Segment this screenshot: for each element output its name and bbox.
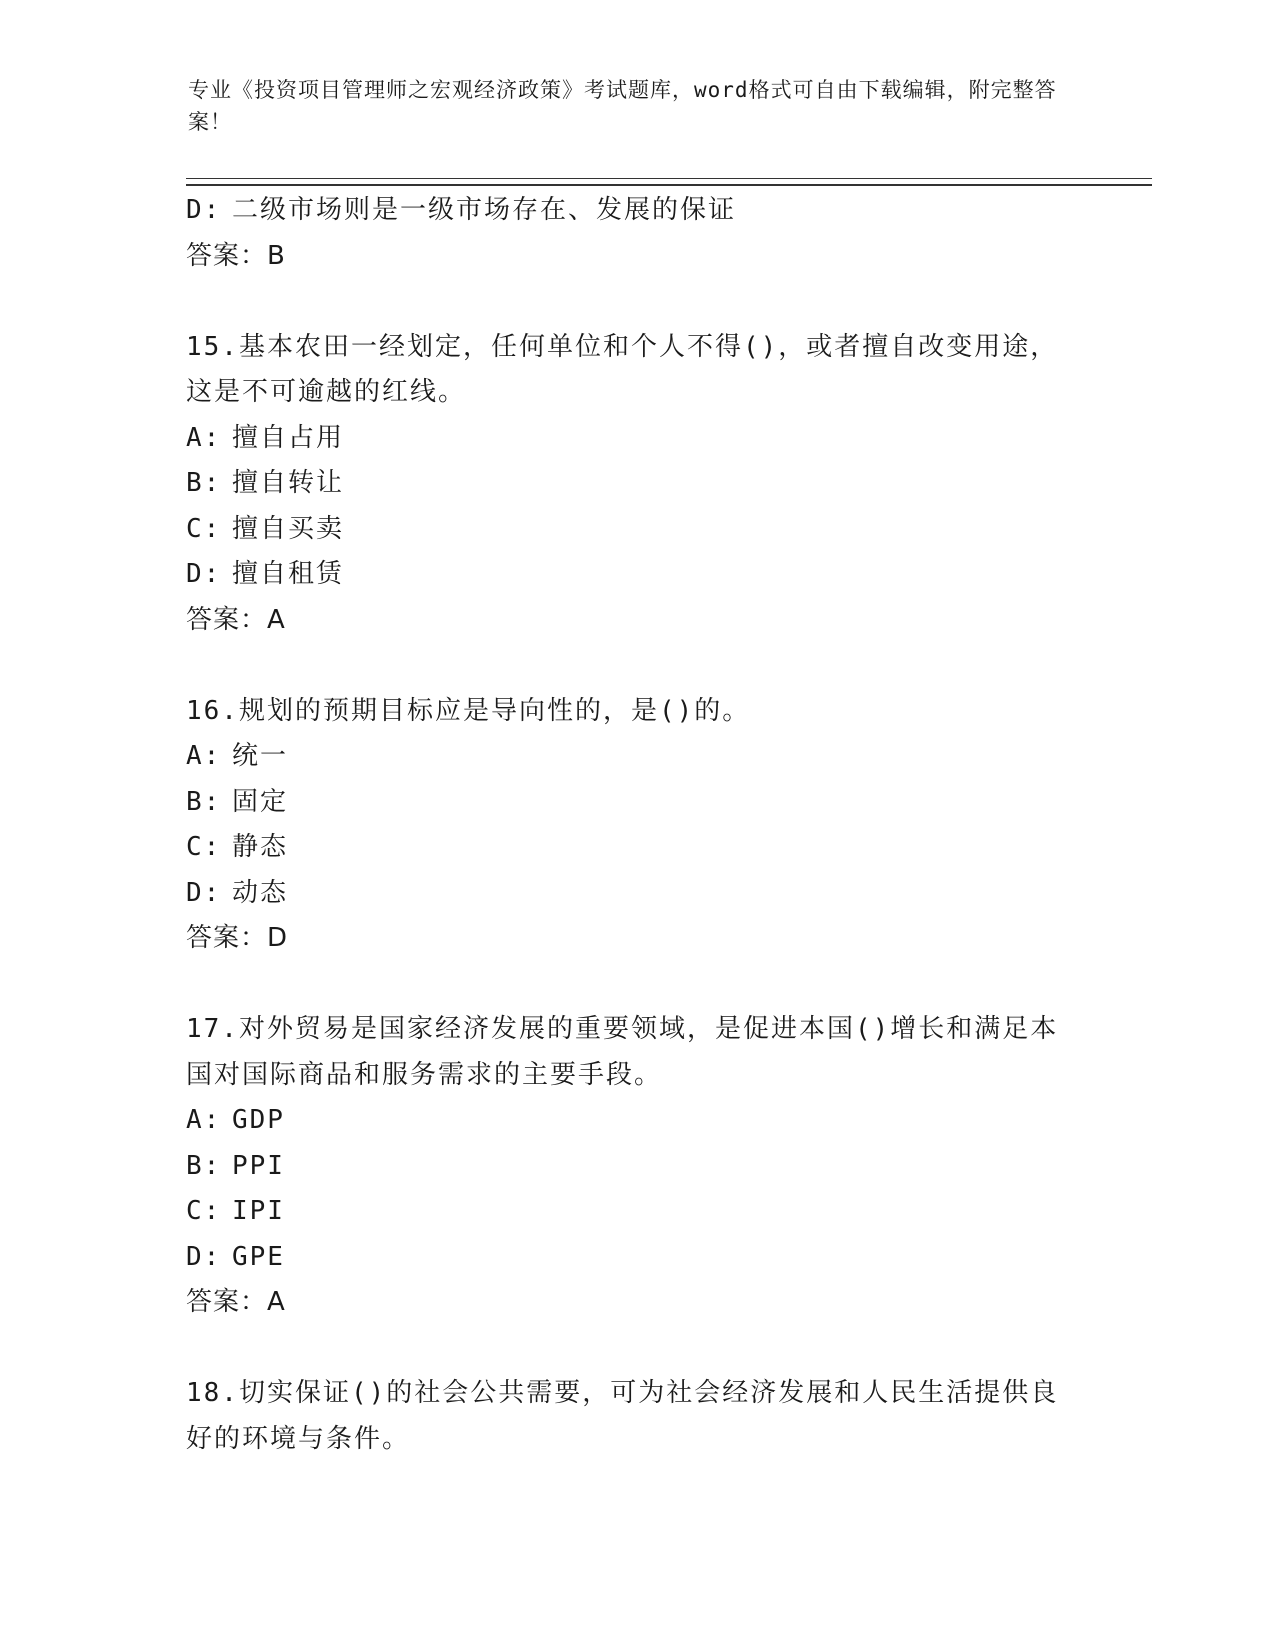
option-label: C:	[186, 513, 222, 544]
question-content	[186, 188, 1086, 1462]
option-text: GPE	[232, 1241, 285, 1272]
question-17-stem: 17.对外贸易是国家经济发展的重要领域，是促进本国()增长和满足本国对国际商品和服务需求的主要手段。	[186, 1014, 1059, 1090]
question-16-option-a	[186, 734, 1086, 780]
question-17-option-c	[186, 1189, 1086, 1235]
question-16-answer: 答案：D	[186, 923, 289, 953]
option-label: B:	[186, 1150, 222, 1181]
question-16-option-d	[186, 871, 1086, 917]
question-15-stem: 15.基本农田一经划定，任何单位和个人不得()，或者擅自改变用途，这是不可逾越的红线。	[186, 331, 1059, 407]
option-text: 统一	[232, 741, 289, 771]
option-label: D:	[186, 1241, 222, 1272]
prev-option-d	[186, 188, 1086, 234]
question-15-option-c	[186, 507, 1086, 553]
option-label: A:	[186, 741, 222, 771]
option-label: D:	[186, 195, 222, 225]
question-15-option-a	[186, 416, 1086, 462]
question-16-option-c	[186, 825, 1086, 871]
option-text: 固定	[232, 786, 289, 817]
question-17-option-b	[186, 1144, 1086, 1190]
question-17-answer: 答案：A	[186, 1287, 286, 1317]
option-label: C:	[186, 832, 222, 862]
spacer	[186, 643, 1086, 689]
spacer	[186, 279, 1086, 325]
question-15-answer: 答案：A	[186, 604, 286, 635]
option-label: A:	[186, 422, 222, 453]
prev-answer: 答案：B	[186, 240, 286, 271]
spacer	[186, 1326, 1086, 1372]
option-text: 静态	[232, 832, 289, 862]
question-15-option-b	[186, 461, 1086, 507]
question-15-option-d	[186, 552, 1086, 598]
document-header: 专业《投资项目管理师之宏观经济政策》考试题库，word格式可自由下载编辑，附完整答案！	[188, 78, 1057, 134]
spacer	[186, 962, 1086, 1008]
question-18-stem: 18.切实保证()的社会公共需要，可为社会经济发展和人民生活提供良好的环境与条件。	[186, 1378, 1059, 1454]
option-label: B:	[186, 786, 222, 817]
option-text: 擅自租赁	[232, 559, 345, 589]
header-divider	[186, 178, 1152, 186]
option-text: 擅自占用	[232, 422, 345, 453]
option-label: D:	[186, 877, 222, 908]
option-label: B:	[186, 468, 222, 498]
question-17-option-d	[186, 1235, 1086, 1281]
option-text: 二级市场则是一级市场存在、发展的保证	[232, 195, 737, 225]
option-text: 擅自转让	[232, 468, 345, 498]
option-text: 擅自买卖	[232, 513, 345, 544]
option-text: 动态	[232, 877, 289, 908]
question-16-option-b	[186, 780, 1086, 826]
option-label: C:	[186, 1196, 222, 1226]
question-16-stem: 16.规划的预期目标应是导向性的，是()的。	[186, 695, 751, 726]
question-17-option-a	[186, 1098, 1086, 1144]
option-text: IPI	[232, 1196, 285, 1226]
option-label: D:	[186, 559, 222, 589]
option-label: A:	[186, 1105, 222, 1135]
option-text: GDP	[232, 1105, 285, 1135]
option-text: PPI	[232, 1150, 285, 1181]
